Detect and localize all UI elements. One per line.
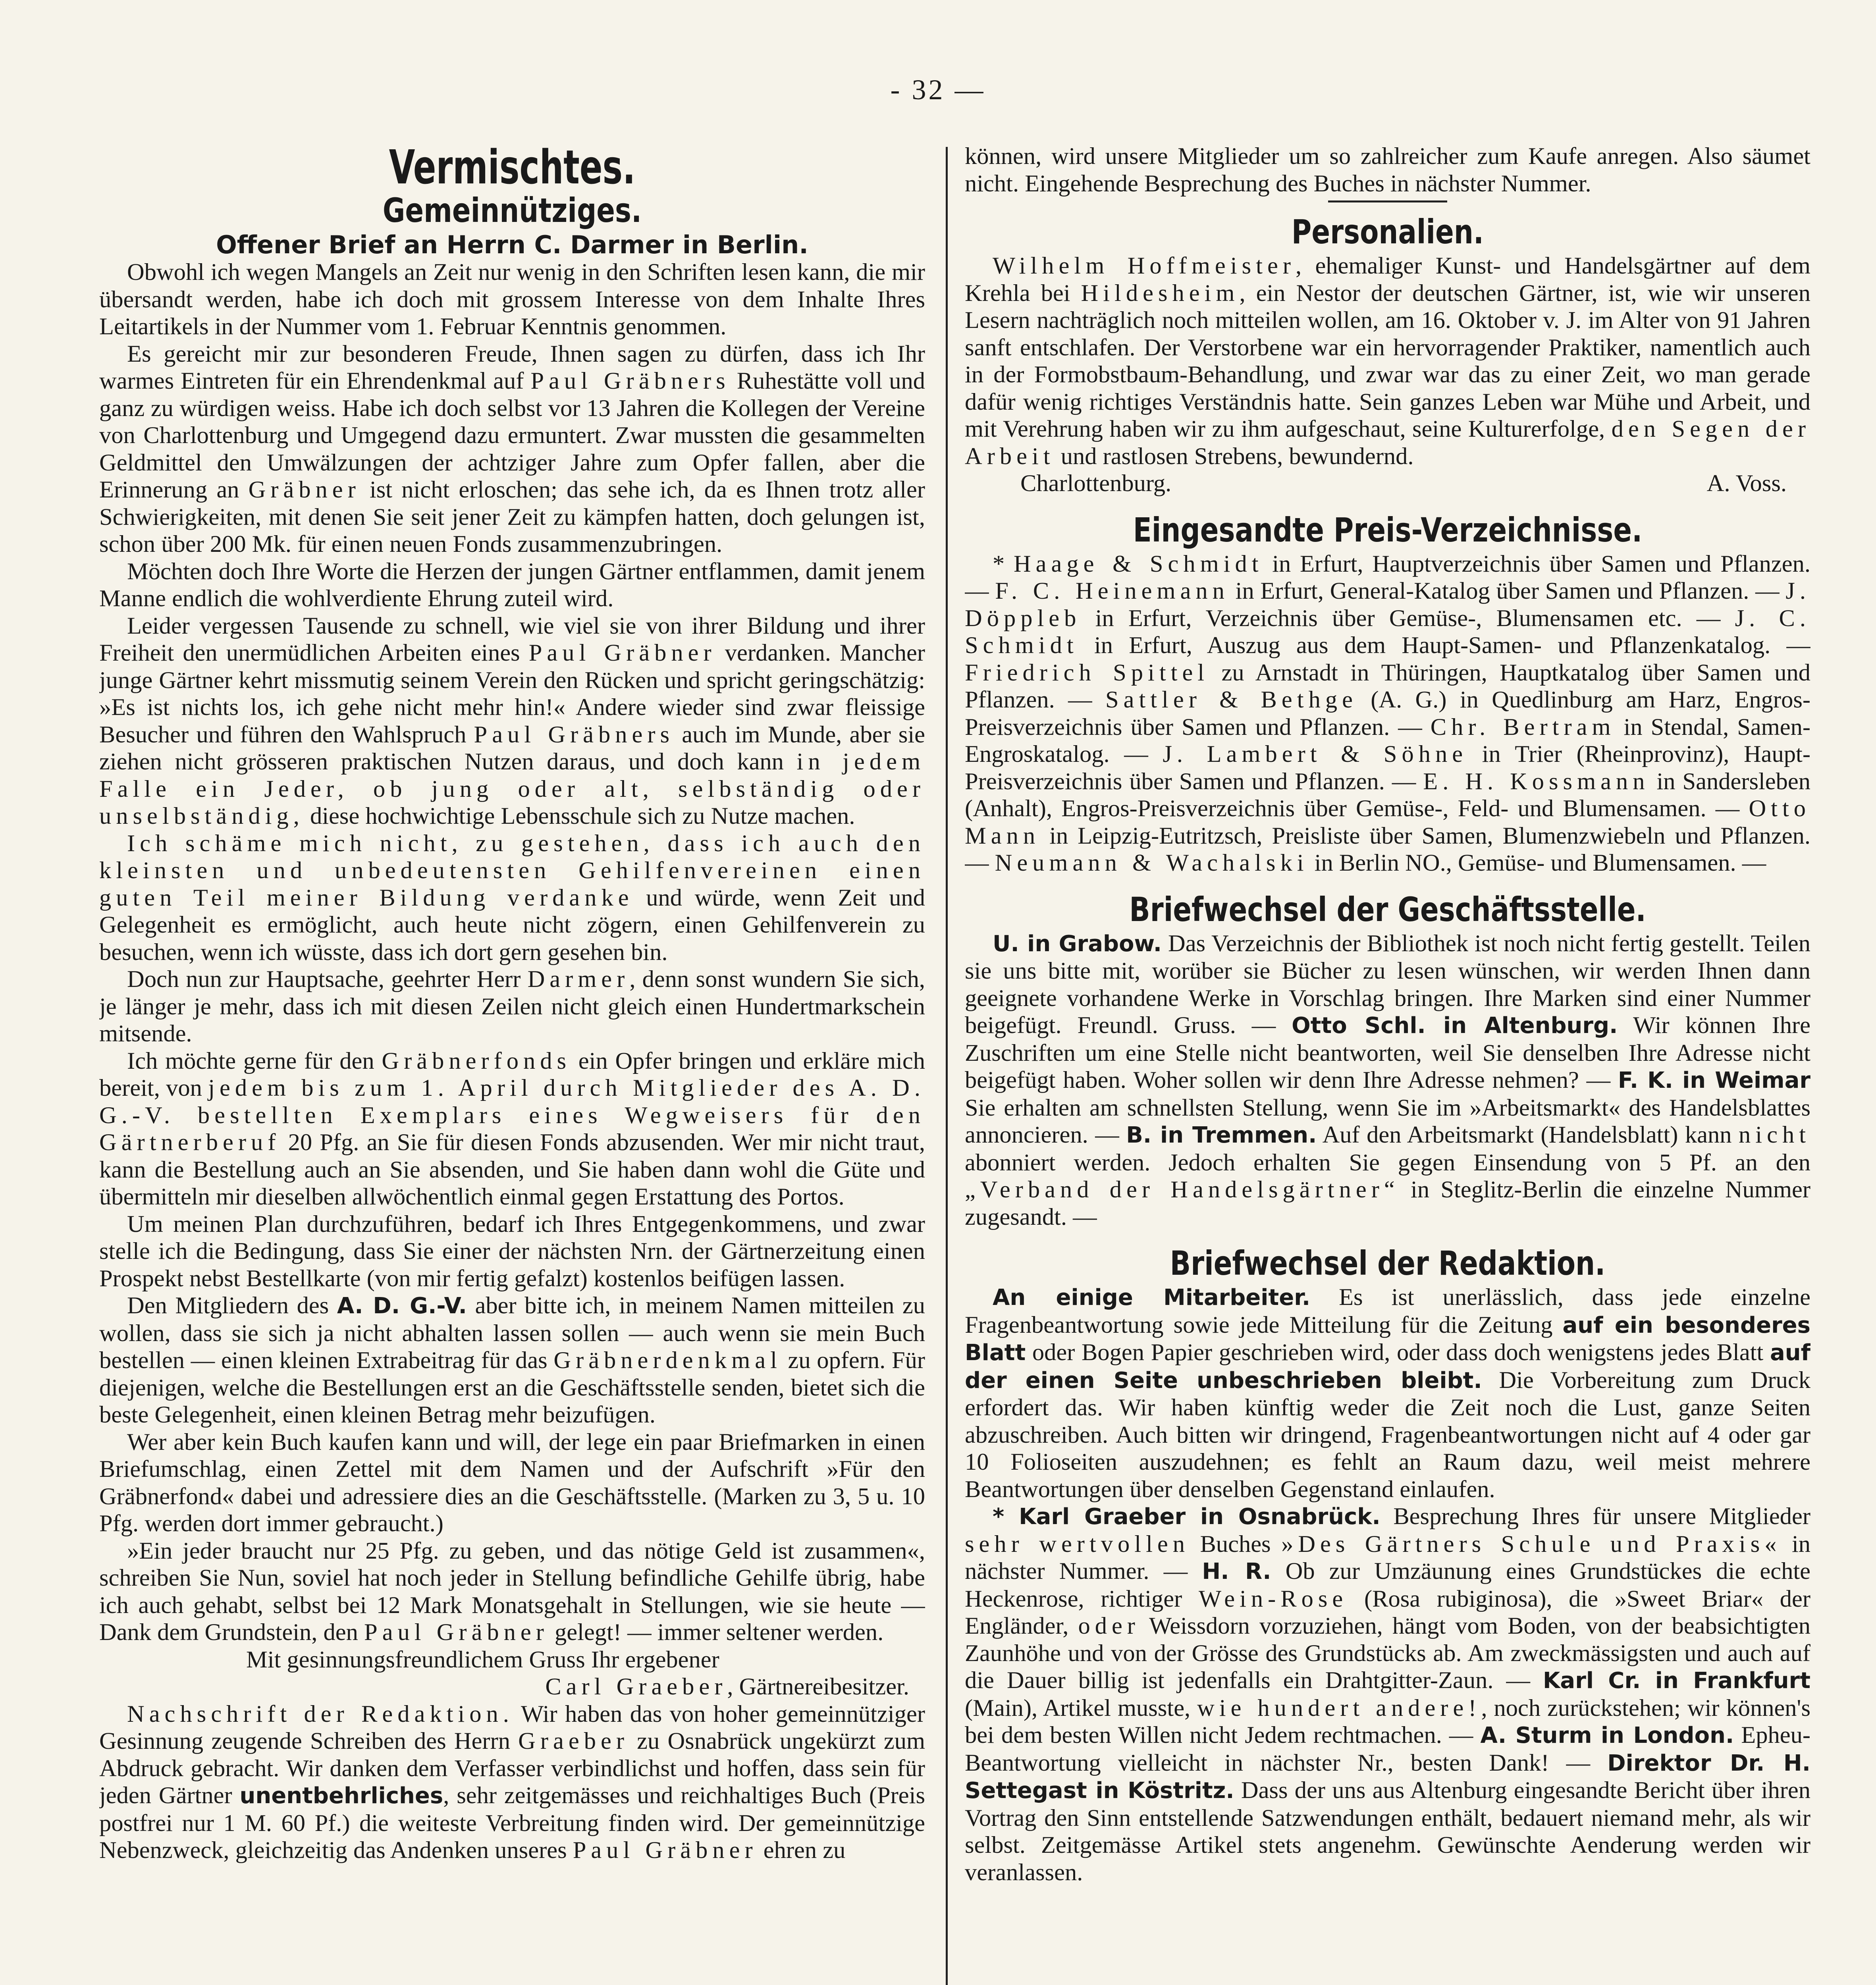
- paragraph: Es gereicht mir zur besonderen Freude, Ihnen sagen zu dürfen, dass ich Ihr warmes Eintreten für ein Ehrendenkmal auf Paul Gräbners Ruhestätte voll und ganz zu würdigen weiss. Habe ich doch selbst vor 13 Jahren die Kollegen der Vereine von Charlottenburg und Umgegend dazu ermuntert. Zwar mussten die gesammelten Geldmittel den Umwälzungen der achtziger Jahre zum Opfer fallen, aber die Erinnerung an Gräbner ist nicht erloschen; das sehe ich, da es Ihnen trotz aller Schwierigkeiten, mit denen Sie seit jener Zeit zu kämpfen hatten, doch gelungen ist, schon über 200 Mk. für einen neuen Fonds zusammenzubringen.: [99, 340, 925, 557]
- section-title-vermischtes: Vermischtes.: [389, 143, 636, 195]
- paragraph-editorial: * Karl Graeber in Osnabrück. Besprechung Ihres für unsere Mitglieder sehr wertvollen Buches »Des Gärtners Schule und Praxis« in nächster Nummer. — H. R. Ob zur Umzäunung eines Grundstückes die echte Heckenrose, richtiger Wein-Rose (Rosa rubiginosa), die »Sweet Briar« der Engländer, oder Weissdorn vorzuziehen, hängt vom Boden, von der beabsichtigten Zaunhöhe und von der Grösse des Grundstücks ab. Am zweckmässigsten und auch auf die Dauer billig ist jedenfalls ein Drahtgitter-Zaun. — Karl Cr. in Frankfurt (Main), Artikel musste, wie hundert andere!, noch zurückstehen; wir können's bei dem besten Willen nicht Jedem rechtmachen. — A. Sturm in London. Epheu-Beantwortung vielleicht in nächster Nr., besten Dank! — Direktor Dr. H. Settegast in Köstritz. Dass der uns aus Altenburg eingesandte Bericht über ihren Vortrag den Sinn entstellende Satzwendungen enthält, bedauert niemand mehr, als wir selbst. Zeitgemässe Artikel stets angenehm. Gewünschte Aenderung werden wir veranlassen.: [965, 1503, 1810, 1886]
- page-number: - 32 —: [890, 74, 986, 106]
- section-title-briefwechsel-redaktion: Briefwechsel der Redaktion.: [1170, 1244, 1606, 1283]
- right-column: [965, 143, 1810, 1985]
- paragraph: »Ein jeder braucht nur 25 Pfg. zu geben, und das nötige Geld ist zusammen«, schreiben Sie Nun, soviel hat noch jeder in Stellung befindliche Gehilfe übrig, habe ich auch gehabt, selbst bei 12 Mark Monatsgehalt in Stellungen, wie sie heute — Dank dem Grundstein, den Paul Gräbner gelegt! — immer seltener werden.: [99, 1537, 925, 1646]
- letter-signature: Carl Graeber, Gärtnereibesitzer.: [545, 1673, 909, 1700]
- paragraph: Wilhelm Hoffmeister, ehemaliger Kunst- und Handelsgärtner auf dem Krehla bei Hildesheim, ein Nestor der deutschen Gärtner, ist, wie wir unseren Lesern nachträglich noch mitteilen wollen, am 16. Oktober v. J. im Alter von 91 Jahren sanft entschlafen. Der Verstorbene war ein hervorragender Praktiker, namentlich auch in der Formobstbaum-Behandlung, und zwar war das zu einer Zeit, wo man gerade dafür wenig richtiges Verständnis hatte. Sein ganzes Leben war Mühe und Arbeit, und mit Verehrung haben wir zu ihm aufgeschaut, seine Kulturerfolge, den Segen der Arbeit und rastlosen Strebens, bewundernd.: [965, 252, 1810, 470]
- letter-closing: Mit gesinnungsfreundlichem Gruss Ihr ergebener: [246, 1646, 719, 1673]
- paragraph: Möchten doch Ihre Worte die Herzen der jungen Gärtner entflammen, damit jenem Manne endlich die wohlverdiente Ehrung zuteil wird.: [99, 558, 925, 612]
- section-title-briefwechsel-geschaeftsstelle: Briefwechsel der Geschäftsstelle.: [1129, 890, 1646, 929]
- paragraph: Ich möchte gerne für den Gräbnerfonds ein Opfer bringen und erkläre mich bereit, von jedem bis zum 1. April durch Mitglieder des A. D. G.-V. bestellten Exemplars eines Wegweisers für den Gärtnerberuf 20 Pfg. an Sie für diesen Fonds abzusenden. Wer mir nicht traut, kann die Bestellung auch an Sie absenden, und Sie haben dann wohl die Güte und übermitteln mir dieselben allwöchentlich einmal gegen Erstattung des Portos.: [99, 1047, 925, 1210]
- paragraph-price-lists: * Haage & Schmidt in Erfurt, Hauptverzeichnis über Samen und Pflanzen. — F. C. Heinemann in Erfurt, General-Katalog über Samen und Pflanzen. — J. Döppleb in Erfurt, Verzeichnis über Gemüse-, Blumensamen etc. — J. C. Schmidt in Erfurt, Auszug aus dem Haupt-Samen- und Pflanzenkatalog. — Friedrich Spittel zu Arnstadt in Thüringen, Hauptkatalog über Samen und Pflanzen. — Sattler & Bethge (A. G.) in Quedlinburg am Harz, Engros-Preisverzeichnis über Samen und Pflanzen. — Chr. Bertram in Stendal, Samen-Engroskatalog. — J. Lambert & Söhne in Trier (Rheinprovinz), Haupt-Preisverzeichnis über Samen und Pflanzen. — E. H. Kossmann in Sandersleben (Anhalt), Engros-Preisverzeichnis über Gemüse-, Feld- und Blumensamen. — Otto Mann in Leipzig-Eutritzsch, Preisliste über Samen, Blumenzwiebeln und Pflanzen. — Neumann & Wachalski in Berlin NO., Gemüse- und Blumensamen. —: [965, 550, 1810, 876]
- dateline: Charlottenburg. A. Voss.: [1020, 470, 1787, 497]
- paragraph: Den Mitgliedern des A. D. G.-V. aber bitte ich, in meinem Namen mitteilen zu wollen, dass sie sich ja nicht abhalten lassen sollen — auch wenn sie mein Buch bestellen — einen kleinen Extrabeitrag für das Gräbnerdenkmal zu opfern. Für diejenigen, welche die Bestellungen erst an die Geschäftsstelle senden, bietet sich die beste Gelegenheit, einen kleinen Betrag mehr beizufügen.: [99, 1292, 925, 1428]
- paragraph-correspondence: U. in Grabow. Das Verzeichnis der Bibliothek ist noch nicht fertig gestellt. Teilen sie uns bitte mit, worüber sie Bücher zu lesen wünschen, wir werden Ihnen dann geeignete vorhandene Werke in Vorschlag bringen. Ihre Marken sind einer Nummer beigefügt. Freundl. Gruss. — Otto Schl. in Altenburg. Wir können Ihre Zuschriften um eine Stelle nicht beantworten, weil Sie denselben Ihre Adresse nicht beigefügt haben. Woher sollen wir denn Ihre Adresse nehmen? — F. K. in Weimar Sie erhalten am schnellsten Stellung, wenn Sie im »Arbeitsmarkt« des Handelsblattes annoncieren. — B. in Tremmen. Auf den Arbeitsmarkt (Handelsblatt) kann nicht abonniert werden. Jedoch erhalten Sie gegen Einsendung von 5 Pf. an den „Verband der Handelsgärtner“ in Steglitz-Berlin die einzelne Nummer zugesandt. —: [965, 930, 1810, 1230]
- paragraph-editorial: An einige Mitarbeiter. Es ist unerlässlich, dass jede einzelne Fragenbeantwortung sowie jede Mitteilung für die Zeitung auf ein besonderes Blatt oder Bogen Papier geschrieben wird, oder dass doch wenigstens jedes Blatt auf der einen Seite unbeschrieben bleibt. Die Vorbereitung zum Druck erfordert das. Wir haben künftig weder die Zeit noch die Lust, ganze Seiten abzuschreiben. Auch bitten wir dringend, Fragenbeantwortungen nicht auf 4 oder gar 10 Folioseiten auszudehnen; es fehlt an Raum dazu, weil meist mehrere Beantwortungen über denselben Gegenstand einlaufen.: [965, 1284, 1810, 1503]
- paragraph: Wer aber kein Buch kaufen kann und will, der lege ein paar Briefmarken in einen Briefumschlag, einen Zettel mit dem Namen und der Aufschrift »Für den Gräbnerfond« dabei und adressiere dies an die Geschäftsstelle. (Marken zu 3, 5 u. 10 Pfg. werden dort immer gebraucht.): [99, 1428, 925, 1537]
- section-title-personalien: Personalien.: [1291, 212, 1484, 251]
- section-divider: [1328, 200, 1447, 202]
- subsection-title-gemeinnuetziges: Gemeinnütziges.: [382, 191, 642, 230]
- paragraph: Obwohl ich wegen Mangels an Zeit nur wenig in den Schriften lesen kann, die mir übersandt werden, habe ich doch mit grossem Interesse von dem Inhalte Ihres Leitartikels in der Nummer vom 1. Februar Kenntnis genommen.: [99, 259, 925, 340]
- paragraph: Doch nun zur Hauptsache, geehrter Herr Darmer, denn sonst wundern Sie sich, je länger je mehr, dass ich mit diesen Zeilen nicht gleich einen Hundertmarkschein mitsende.: [99, 966, 925, 1047]
- letter-heading: Offener Brief an Herrn C. Darmer in Berlin.: [216, 230, 808, 259]
- paragraph-continuation: können, wird unsere Mitglieder um so zahlreicher zum Kaufe anregen. Also säumet nicht. Eingehende Besprechung des Buches in nächster Nummer.: [965, 143, 1810, 197]
- left-column: [99, 143, 925, 1985]
- section-title-preis-verzeichnisse: Eingesandte Preis-Verzeichnisse.: [1133, 510, 1643, 549]
- paragraph-postscript: Nachschrift der Redaktion. Wir haben das von hoher gemeinnütziger Gesinnung zeugende Schreiben des Herrn Graeber zu Osnabrück ungekürzt zum Abdruck gebracht. Wir danken dem Verfasser verbindlichst und hoffen, dass sein für jeden Gärtner unentbehrliches, sehr zeitgemässes und reichhaltiges Buch (Preis postfrei nur 1 M. 60 Pf.) die weiteste Verbreitung finden wird. Der gemeinnützige Nebenzweck, gleichzeitig das Andenken unseres Paul Gräbner ehren zu: [99, 1700, 925, 1864]
- paragraph: Leider vergessen Tausende zu schnell, wie viel sie von ihrer Bildung und ihrer Freiheit den unermüdlichen Arbeiten eines Paul Gräbner verdanken. Mancher junge Gärtner kehrt missmutig seinem Verein den Rücken und spricht geringschätzig: »Es ist nichts los, ich gehe nicht mehr hin!« Andere wieder sind zwar fleissige Besucher und führen den Wahlspruch Paul Gräbners auch im Munde, aber sie ziehen nicht grösseren praktischen Nutzen daraus, und doch kann in jedem Falle ein Jeder, ob jung oder alt, selbständig oder unselbständig, diese hochwichtige Lebensschule sich zu Nutze machen.: [99, 612, 925, 829]
- paragraph: Um meinen Plan durchzuführen, bedarf ich Ihres Entgegenkommens, und zwar stelle ich die Bedingung, dass Sie einer der nächsten Nrn. der Gärtnerzeitung einen Prospekt nebst Bestellkarte (von mir fertig gefalzt) kostenlos beifügen lassen.: [99, 1210, 925, 1292]
- paragraph: Ich schäme mich nicht, zu gestehen, dass ich auch den kleinsten und unbedeutensten Gehilfenvereinen einen guten Teil meiner Bildung verdanke und würde, wenn Zeit und Gelegenheit es ermöglicht, auch heute nicht zögern, einen Gehilfenverein zu besuchen, wenn ich wüsste, dass ich dort gern gesehen bin.: [99, 830, 925, 966]
- column-divider: [946, 147, 948, 1985]
